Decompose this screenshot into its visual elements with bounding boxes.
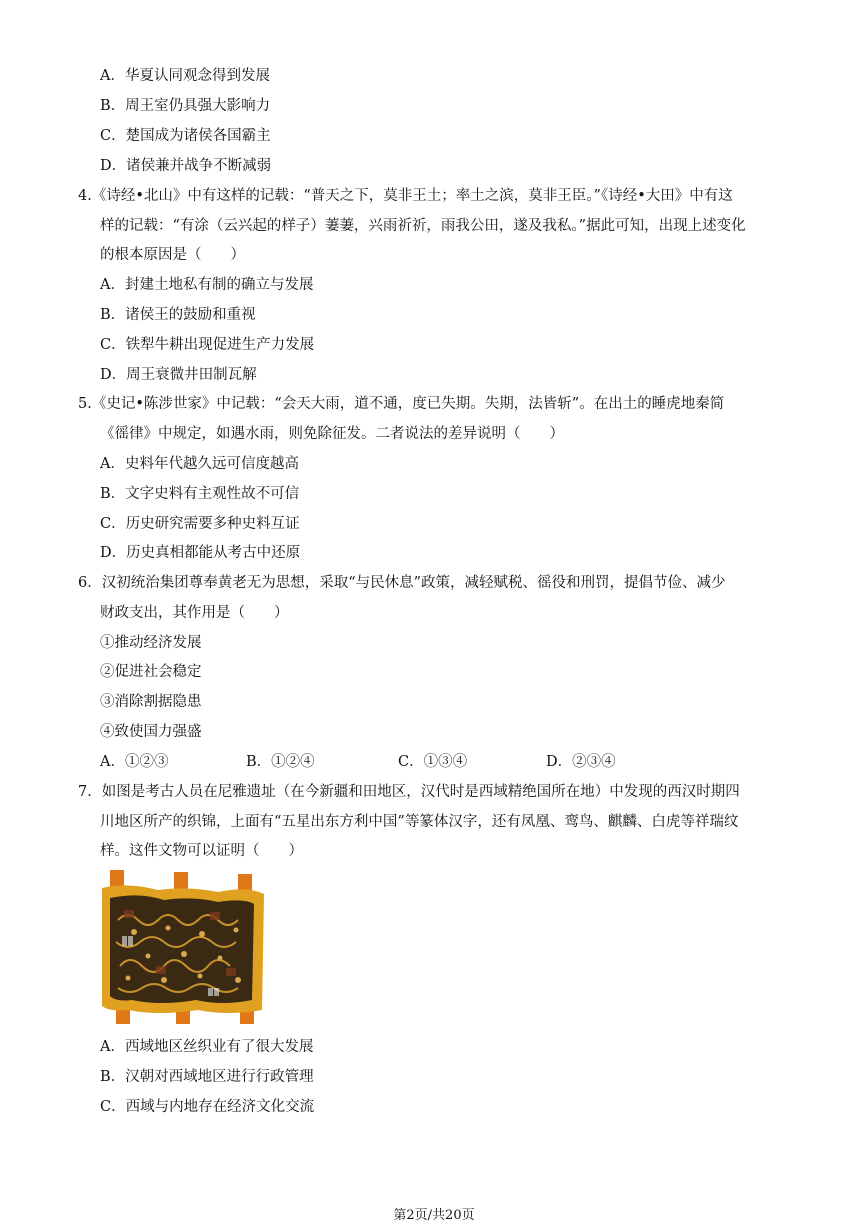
q3-option-c: C．楚国成为诸侯各国霸主 [100, 128, 271, 144]
q4-stem-line-1: 4.《诗经•北山》中有这样的记载：“普天之下，莫非王土；率土之滨，莫非王臣。”《诗经•大田》中有这 [78, 188, 733, 204]
q6-statement-1: ①推动经济发展 [100, 635, 202, 651]
q6-statement-3: ③消除割据隐患 [100, 694, 202, 710]
q7-stem-line-2: 川地区所产的织锦，上面有“五星出东方利中国”等篆体汉字，还有凤凰、鸾鸟、麒麟、白虎等祥瑞纹 [100, 814, 739, 830]
q5-stem-line-2: 《徭律》中规定，如遇水雨，则免除征发。二者说法的差异说明（ ） [100, 426, 564, 442]
q6-option-b: B．①②④ [246, 754, 315, 770]
q3-option-a: A．华夏认同观念得到发展 [100, 68, 270, 84]
q6-statement-2: ②促进社会稳定 [100, 664, 202, 680]
q6-stem-line-1: 6．汉初统治集团尊奉黄老无为思想，采取“与民休息”政策，减轻赋税、徭役和刑罚，提倡节俭、减少 [78, 575, 726, 591]
q5-option-c: C．历史研究需要多种史料互证 [100, 516, 300, 532]
q7-option-a: A．西域地区丝织业有了很大发展 [100, 1039, 314, 1055]
q4-option-c: C．铁犁牛耕出现促进生产力发展 [100, 337, 315, 353]
q5-option-d: D．历史真相都能从考古中还原 [100, 545, 301, 561]
q5-option-a: A．史料年代越久远可信度越高 [100, 456, 299, 472]
q7-stem-line-1: 7．如图是考古人员在尼雅遗址（在今新疆和田地区，汉代时是西域精绝国所在地）中发现的西汉时期四 [78, 784, 740, 800]
q5-stem-line-1: 5.《史记•陈涉世家》中记载：“会天大雨，道不通，度已失期。失期，法皆斩”。在出土的睡虎地秦简 [78, 396, 725, 412]
q5-option-b: B．文字史料有主观性故不可信 [100, 486, 300, 502]
q3-option-b: B．周王室仍具强大影响力 [100, 98, 271, 114]
q4-option-a: A．封建土地私有制的确立与发展 [100, 277, 314, 293]
q6-option-c: C．①③④ [398, 754, 468, 770]
q6-stem-line-2: 财政支出，其作用是（ ） [100, 605, 289, 621]
q7-option-c: C．西域与内地存在经济文化交流 [100, 1099, 315, 1115]
q7-stem-line-3: 样。这件文物可以证明（ ） [100, 843, 303, 859]
q6-option-a: A．①②③ [100, 754, 169, 770]
q6-options-row [100, 752, 740, 772]
q6-statement-4: ④致使国力强盛 [100, 724, 202, 740]
q4-stem-line-3: 的根本原因是（ ） [100, 247, 245, 263]
q6-option-d: D．②③④ [546, 754, 616, 770]
q3-option-d: D．诸侯兼并战争不断减弱 [100, 158, 272, 174]
q4-option-b: B．诸侯王的鼓励和重视 [100, 307, 256, 323]
q7-option-b: B．汉朝对西域地区进行行政管理 [100, 1069, 314, 1085]
page-number-footer: 第2页/共20页 [393, 1208, 475, 1223]
brocade-artifact-image [98, 870, 266, 1025]
q4-stem-line-2: 样的记载：“有涂（云兴起的样子）萋萋，兴雨祈祈，雨我公田，遂及我私。”据此可知，出现上述变化 [100, 218, 746, 234]
q4-option-d: D．周王衰微井田制瓦解 [100, 367, 257, 383]
